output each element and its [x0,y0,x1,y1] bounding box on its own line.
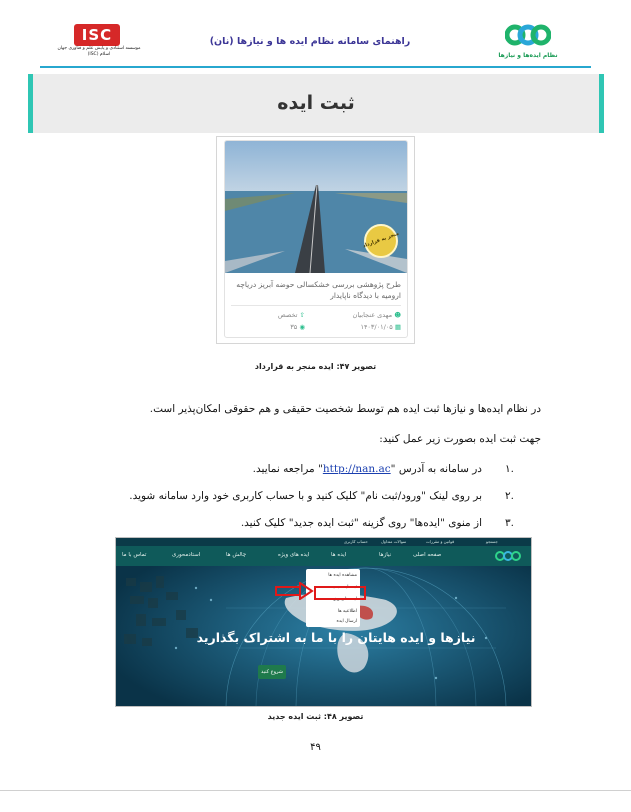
nan-link[interactable]: http://nan.ac [322,463,391,475]
page-number: ۴۹ [310,742,321,753]
dropdown-new-idea[interactable]: ثبت ایده جدید [331,585,357,590]
figure-caption-48: تصویر ۴۸: ثبت ایده جدید [267,712,364,721]
dropdown-notices[interactable]: اطلاعیه ها [337,609,357,614]
idea-card[interactable] [224,140,408,338]
site-start-button[interactable]: شروع کنید [258,665,286,679]
step-1-number: ۱. [505,463,514,475]
dropdown-send-idea[interactable]: ارسال ایده [336,619,357,624]
site-nav-challenges[interactable]: چالش ها [226,552,247,558]
paragraph-2: جهت ثبت ایده بصورت زیر عمل کنید: [379,433,541,445]
eye-icon: ◉ [299,323,305,331]
idea-card-category [255,311,305,319]
share-icon: ⇧ [299,311,305,319]
dropdown-view-ideas[interactable]: مشاهده ایده ها [328,573,357,578]
nan-logo-icon [505,20,551,52]
site-topbar-search[interactable]: جستجو [486,539,498,544]
user-icon: ☻ [394,311,401,319]
site-nav-needs[interactable]: نیازها [379,552,392,558]
idea-card-badge: منجر به قرارداد [362,230,400,250]
idea-card-date-value: ۱۴۰۳/۰۱/۰۵ [360,323,393,331]
idea-card-image [225,141,407,273]
red-arrow-icon [274,582,314,600]
site-logo-icon [494,549,524,563]
isc-logo-subtitle: موسسه استنادی و پایش علم و فناوری جهان اسلام (ISC) [57,46,141,57]
site-nav-home[interactable]: صفحه اصلی [413,552,442,558]
highlight-new-idea-box [314,586,366,600]
step-1 [200,463,482,475]
site-nav-ideas[interactable]: ایده ها [331,552,347,558]
paragraph-1: در نظام ایده‌ها و نیازها ثبت ایده هم توسط شخصیت حقیقی و هم حقوقی امکان‌پذیر است. [149,403,541,415]
idea-card-title[interactable]: طرح پژوهشی بررسی خشکسالی حوضه آبریز دریاچه ارومیه با دیدگاه ناپایدار [236,280,401,300]
step-2: بر روی لینک "ورود/ثبت نام" کلیک کنید و با حساب کاربری خود وارد سامانه شوید. [129,490,482,502]
isc-logo: ISC [74,24,120,46]
dropdown-special-ideas[interactable]: ایده های ویژه [331,597,357,602]
step-1-after: " مراجعه نمایید. [252,463,323,475]
site-topbar-faq[interactable]: سوالات متداول [381,539,407,544]
site-nav-contact[interactable]: تماس با ما [122,552,147,558]
header-title: راهنمای سامانه نظام ایده ها و نیازها (نان) [209,36,411,47]
header-divider [40,66,591,68]
site-nav-professor[interactable]: استادمحوری [172,552,201,558]
step-3: از منوی "ایده‌ها" روی گزینه "ثبت ایده جدید" کلیک کنید. [240,517,482,529]
site-nav-special-ideas[interactable]: ایده های ویژه [278,552,310,558]
calendar-icon: ▦ [394,323,401,331]
site-headline: نیازها و ایده هایتان را با ما به اشتراک بگذارید [196,630,476,645]
figure-caption-47: تصویر ۴۷: ایده منجر به قرارداد [254,362,377,371]
section-title: ثبت ایده [277,92,355,114]
idea-card-views [255,323,305,331]
nan-logo-subtitle: نظام ایده‌ها و نیازها [498,52,558,59]
idea-card-divider [231,305,401,306]
step-1-before: در سامانه به آدرس " [390,463,482,475]
idea-card-views-count: ۳۵ [290,323,298,331]
nan-site-screenshot [115,537,532,707]
site-topbar-account[interactable]: حساب کاربری [344,539,368,544]
site-topbar [116,538,531,546]
idea-card-date [335,323,401,331]
step-3-number: ۳. [505,517,514,529]
step-2-number: ۲. [505,490,514,502]
site-topbar-rules[interactable]: قوانین و مقررات [426,539,455,544]
page-bottom-edge [0,790,631,791]
idea-card-category-label: تخصص [277,311,298,319]
idea-card-author [335,311,401,319]
idea-card-author-name: مهدی عنجابیان [352,311,393,319]
